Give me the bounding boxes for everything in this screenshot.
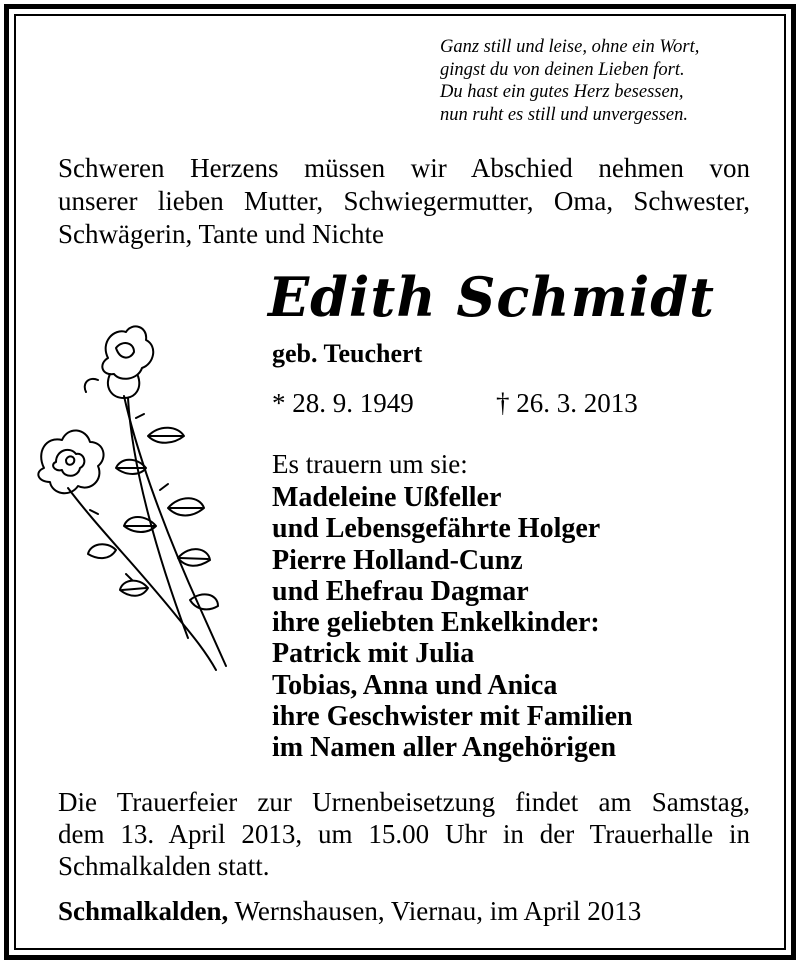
intro-line: unserer lieben Mutter, Schwiegermutter, Oma, Schwester, (58, 186, 750, 216)
service-text (58, 786, 750, 882)
deceased-name: Edith Schmidt (268, 265, 715, 329)
death-date: † 26. 3. 2013 (496, 388, 638, 418)
mourner-line: Pierre Holland-Cunz (272, 544, 523, 576)
service-line: Die Trauerfeier zur Urnenbeisetzung findet am Samstag, (58, 787, 750, 817)
mourner-line: und Ehefrau Dagmar (272, 575, 529, 607)
mourner-line: und Lebensgefährte Holger (272, 513, 601, 545)
footer-places-rest: Wernshausen, Viernau, im April 2013 (228, 896, 642, 926)
intro-line: Schwägerin, Tante und Nichte (58, 219, 385, 249)
mourners-list (272, 482, 752, 764)
poem-line: nun ruht es still und unvergessen. (440, 104, 689, 125)
life-dates (272, 386, 672, 420)
poem-line: gingst du von deinen Lieben fort. (440, 59, 685, 80)
mourner-line: ihre geliebten Enkelkinder: (272, 607, 600, 639)
service-line: dem 13. April 2013, um 15.00 Uhr in der Trauerhalle in (58, 819, 750, 849)
footer-place-main: Schmalkalden, (58, 896, 229, 926)
intro-text (58, 152, 750, 251)
footer-places (58, 894, 758, 928)
poem-line: Ganz still und leise, ohne ein Wort, (440, 37, 700, 57)
mourner-line: im Namen aller Angehörigen (272, 732, 617, 764)
birth-name: geb. Teuchert (272, 339, 423, 368)
poem-line: Du hast ein gutes Herz besessen, (440, 82, 684, 102)
mourner-line: Patrick mit Julia (272, 638, 475, 670)
intro-line: Schweren Herzens müssen wir Abschied nehmen von (58, 153, 750, 183)
birth-date: * 28. 9. 1949 (272, 388, 414, 418)
service-line: Schmalkalden statt. (58, 851, 270, 881)
mourner-line: Madeleine Ußfeller (272, 482, 502, 513)
mourners-intro: Es trauern um sie: (272, 449, 468, 479)
rose-icon (28, 318, 248, 678)
poem (440, 36, 770, 126)
mourner-line: ihre Geschwister mit Familien (272, 701, 633, 733)
mourner-line: Tobias, Anna und Anica (272, 669, 558, 701)
